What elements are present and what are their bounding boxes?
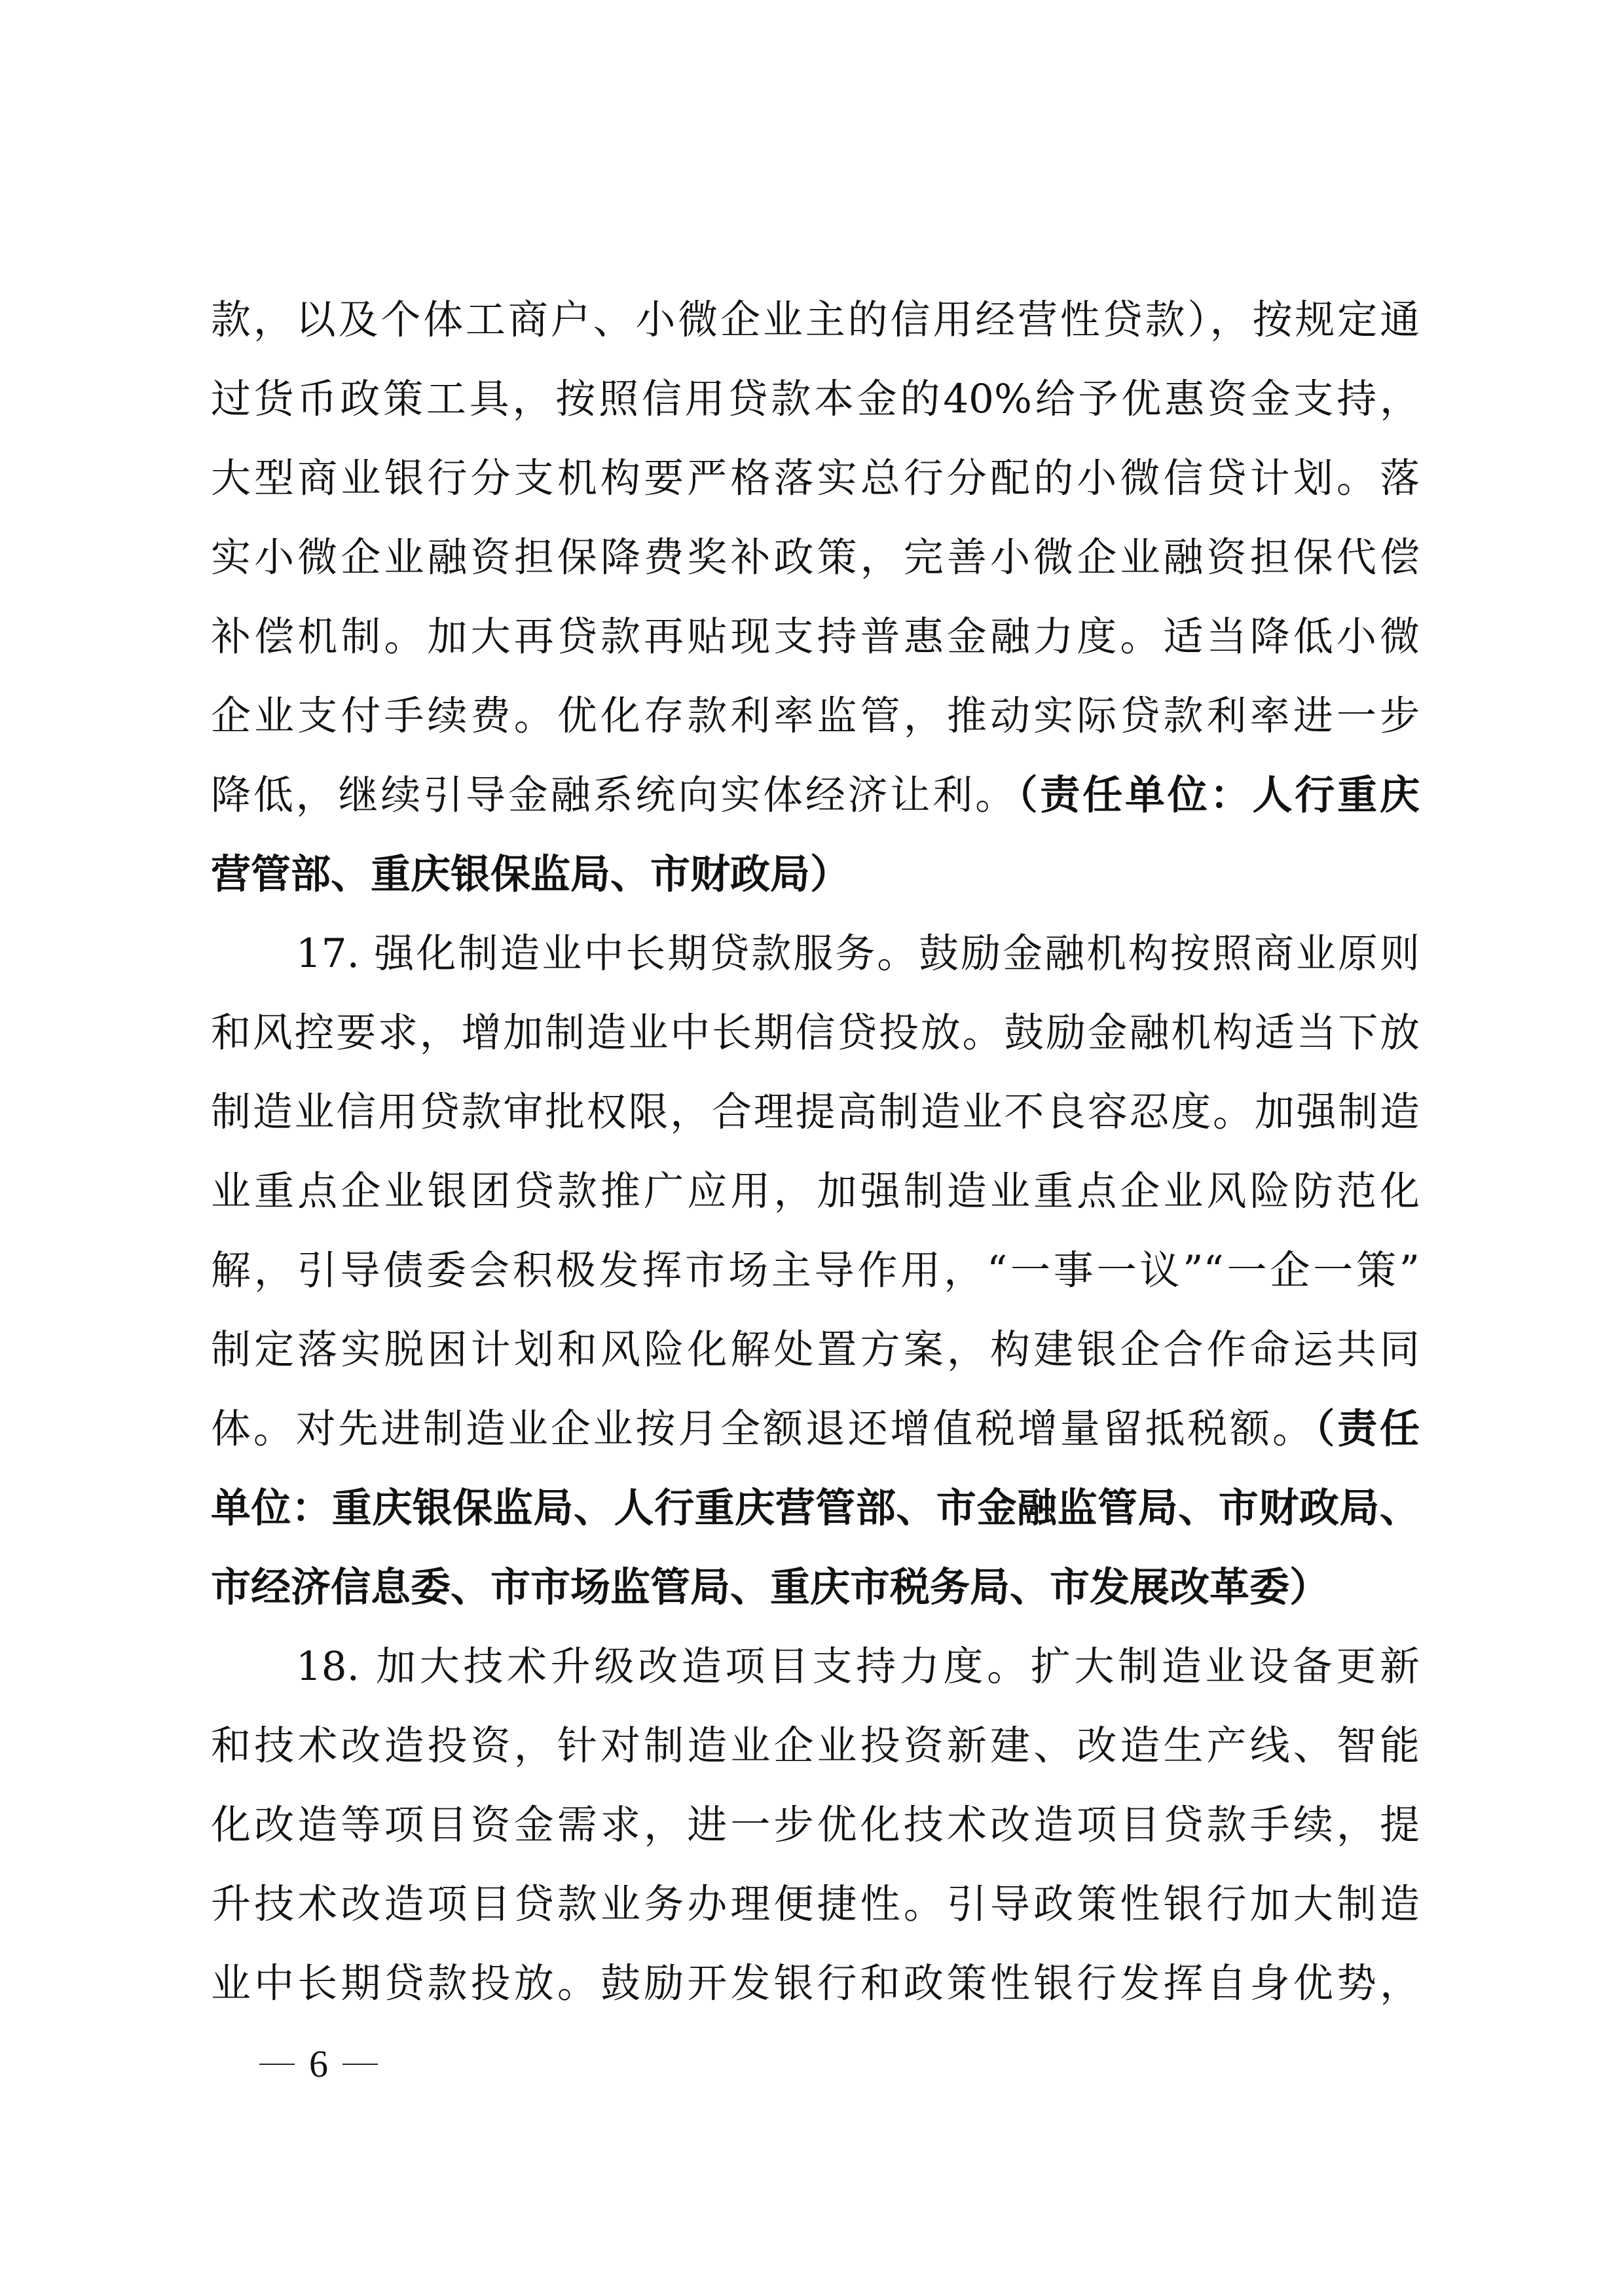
item-18-heading-line [211, 1627, 1420, 1706]
item-17-heading-line [211, 914, 1420, 993]
text-line [211, 835, 1420, 914]
text-line [211, 1310, 1420, 1389]
line-text: 和风控要求，增加制造业中长期信贷投放。鼓励金融机构适当下放 [211, 1010, 1420, 1056]
text-line [211, 1152, 1420, 1231]
line-text: 补偿机制。加大再贷款再贴现支持普惠金融力度。适当降低小微 [211, 613, 1420, 660]
text-line [211, 1548, 1420, 1627]
line-text: 款，以及个体工商户、小微企业主的信用经营性贷款），按规定通 [211, 297, 1420, 343]
line-text: 和技术改造投资，针对制造业企业投资新建、改造生产线、智能 [211, 1722, 1420, 1769]
text-line [211, 676, 1420, 756]
text-line [211, 1468, 1420, 1548]
text-line [211, 1706, 1420, 1785]
line-text: 体。对先进制造业企业按月全额退还增值税增量留抵税额。 [211, 1406, 1315, 1452]
page-number-value: 6 [309, 2043, 328, 2085]
line-text: 化改造等项目资金需求，进一步优化技术改造项目贷款手续，提 [211, 1802, 1420, 1848]
dash-left [259, 2064, 295, 2065]
dash-right [342, 2064, 378, 2065]
text-line [211, 1944, 1420, 2023]
text-line [211, 439, 1420, 518]
line-text: 18. 加大技术升级改造项目支持力度。扩大制造业设备更新 [296, 1643, 1420, 1690]
text-line [211, 756, 1420, 835]
text-line [211, 993, 1420, 1072]
body-text [211, 280, 1420, 2023]
responsible-units: 单位：重庆银保监局、人行重庆营管部、市金融监管局、市财政局、 [211, 1485, 1420, 1531]
responsible-units: 市经济信息委、市市场监管局、重庆市税务局、市发展改革委） [211, 1564, 1330, 1611]
line-text: 业重点企业银团贷款推广应用，加强制造业重点企业风险防范化 [211, 1168, 1420, 1214]
line-text: 降低，继续引导金融系统向实体经济让利。 [211, 772, 1018, 818]
text-line [211, 1072, 1420, 1152]
page-number [259, 2041, 378, 2087]
text-line [211, 1865, 1420, 1944]
text-line [211, 280, 1420, 359]
text-line [211, 1231, 1420, 1310]
responsible-units: （责任 [1314, 1406, 1420, 1452]
text-line [211, 1785, 1420, 1865]
line-text: 实小微企业融资担保降费奖补政策，完善小微企业融资担保代偿 [211, 534, 1420, 581]
line-text: 解，引导债委会积极发挥市场主导作用，“一事一议”“一企一策” [211, 1247, 1420, 1294]
line-text: 企业支付手续费。优化存款利率监管，推动实际贷款利率进一步 [211, 693, 1420, 739]
responsible-units: （责任单位：人行重庆 [1017, 772, 1420, 818]
line-text: 制造业信用贷款审批权限，合理提高制造业不良容忍度。加强制造 [211, 1089, 1420, 1135]
text-line [211, 359, 1420, 439]
text-line [211, 1389, 1420, 1468]
line-text: 过货币政策工具，按照信用贷款本金的40%给予优惠资金支持， [211, 376, 1420, 422]
line-text: 大型商业银行分支机构要严格落实总行分配的小微信贷计划。落 [211, 455, 1420, 501]
line-text: 业中长期贷款投放。鼓励开发银行和政策性银行发挥自身优势， [211, 1960, 1420, 2007]
line-text: 17. 强化制造业中长期贷款服务。鼓励金融机构按照商业原则 [296, 930, 1420, 977]
responsible-units: 营管部、重庆银保监局、市财政局） [211, 851, 851, 898]
line-text: 制定落实脱困计划和风险化解处置方案，构建银企合作命运共同 [211, 1326, 1420, 1373]
text-line [211, 597, 1420, 676]
text-line [211, 518, 1420, 597]
line-text: 升技术改造项目贷款业务办理便捷性。引导政策性银行加大制造 [211, 1881, 1420, 1927]
